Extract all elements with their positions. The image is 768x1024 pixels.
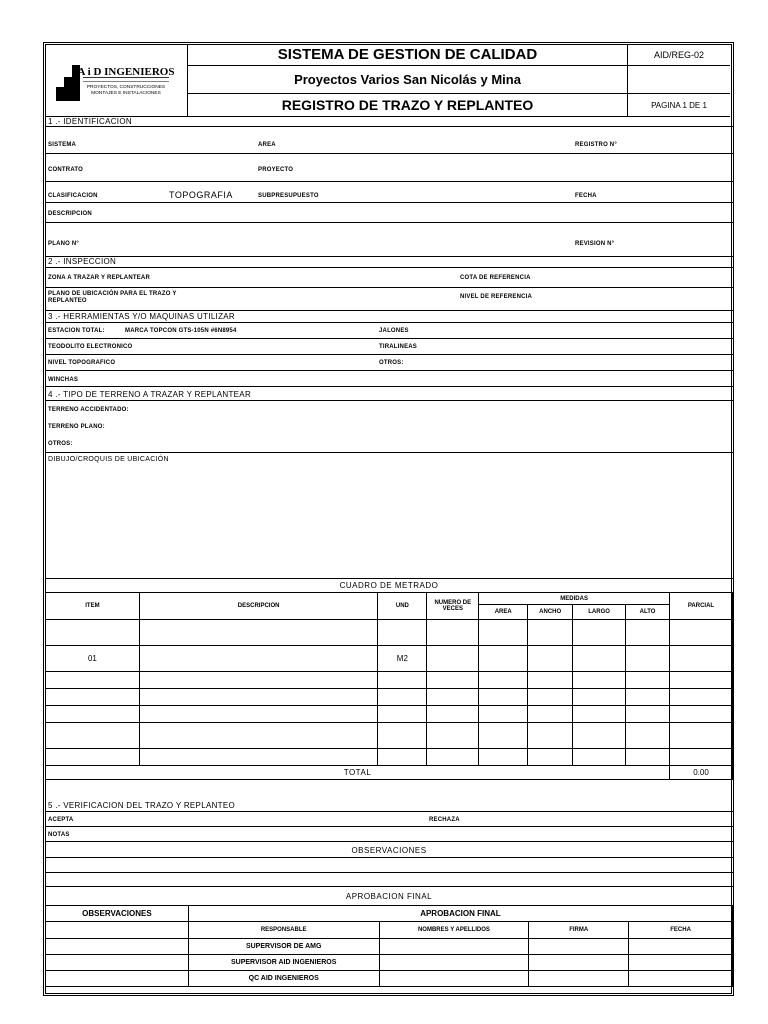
col-descripcion: DESCRIPCION — [139, 593, 378, 620]
section-3-heading: 3 .- HERRAMIENTAS Y/O MAQUINAS UTILIZAR — [48, 312, 235, 321]
row-und-value: M2 — [378, 646, 427, 672]
section-4-heading-row — [45, 387, 733, 401]
row-winchas — [45, 371, 733, 387]
table-row — [46, 971, 733, 987]
approval-title: APROBACION FINAL — [345, 892, 433, 901]
label-sistema: SISTEMA — [48, 142, 77, 148]
system-title: SISTEMA DE GESTION DE CALIDAD — [188, 44, 628, 66]
total-row — [46, 766, 733, 780]
table-row — [46, 706, 733, 723]
label-area: AREA — [258, 142, 276, 148]
table-row — [46, 955, 733, 971]
label-winchas: WINCHAS — [48, 377, 79, 383]
svg-text:MONTAJES E INSTALACIONES: MONTAJES E INSTALACIONES — [90, 91, 161, 96]
row-item-value: 01 — [46, 646, 140, 672]
table-row — [46, 620, 733, 646]
total-label: TOTAL — [46, 766, 670, 780]
header-blank-cell — [628, 66, 730, 94]
label-jalones: JALONES — [379, 328, 409, 334]
table-row — [46, 646, 733, 672]
metrado-title: CUADRO DE METRADO — [339, 581, 439, 590]
label-notas: NOTAS — [48, 832, 70, 838]
col-responsable: RESPONSABLE — [188, 922, 379, 939]
label-terreno-accidentado: TERRENO ACCIDENTADO: — [48, 407, 129, 413]
label-estacion: ESTACION TOTAL: — [48, 328, 105, 334]
col-fecha: FECHA — [629, 922, 733, 939]
label-descripcion: DESCRIPCION — [48, 211, 92, 217]
document-title: REGISTRO DE TRAZO Y REPLANTEO — [188, 94, 628, 117]
section-1-heading: 1 .- IDENTIFICACION — [48, 117, 132, 126]
section-tipo-terreno — [45, 387, 733, 579]
row-contrato — [45, 154, 733, 182]
row-sistema — [45, 127, 733, 154]
terreno-block — [45, 401, 733, 453]
label-fecha: FECHA — [575, 193, 597, 199]
label-cota: COTA DE REFERENCIA — [460, 275, 531, 281]
label-terreno-plano: TERRENO PLANO: — [48, 424, 105, 430]
section-5-heading-row — [45, 797, 733, 812]
page-number: PAGINA 1 DE 1 — [628, 94, 730, 117]
label-nivel-referencia: NIVEL DE REFERENCIA — [460, 294, 533, 300]
label-plano-ubicacion-1: PLANO DE UBICACIÓN PARA EL TRAZO Y — [48, 291, 177, 297]
croquis-area — [45, 453, 733, 579]
section-4-heading: 4 .- TIPO DE TERRENO A TRAZAR Y REPLANTEAR — [48, 390, 252, 399]
label-proyecto: PROYECTO — [258, 167, 294, 173]
estacion-value: MARCA TOPCON GTS-105N #6N8954 — [125, 328, 237, 334]
row-notas — [45, 827, 733, 842]
col-alto: ALTO — [626, 605, 670, 620]
observaciones-line — [45, 873, 733, 887]
col-medidas: MEDIDAS — [479, 593, 670, 605]
table-row — [46, 689, 733, 706]
label-plano: PLANO N° — [48, 241, 79, 247]
table-row — [46, 672, 733, 689]
label-dibujo-croquis: DIBUJO/CROQUIS DE UBICACIÓN — [48, 456, 169, 463]
row-teodolito — [45, 339, 733, 355]
metrado-table — [45, 592, 733, 780]
col-parcial: PARCIAL — [670, 593, 733, 620]
responsable-qc-aid: QC AID INGENIEROS — [188, 971, 379, 987]
label-terreno-otros: OTROS: — [48, 441, 73, 447]
row-nivel-topografico — [45, 355, 733, 371]
col-firma: FIRMA — [529, 922, 629, 939]
observaciones-line — [45, 858, 733, 873]
col-ancho: ANCHO — [528, 605, 573, 620]
section-verificacion — [45, 797, 733, 889]
company-logo — [45, 44, 188, 117]
approval-table — [45, 905, 733, 987]
label-revision: REVISION N° — [575, 241, 615, 247]
col-observaciones: OBSERVACIONES — [46, 906, 189, 922]
responsable-supervisor-amg: SUPERVISOR DE AMG — [188, 939, 379, 955]
project-subtitle: Proyectos Varios San Nicolás y Mina — [188, 66, 628, 94]
col-numero-veces-line1: NUMERO DE — [434, 600, 472, 606]
col-largo: LARGO — [573, 605, 626, 620]
label-tiralineas: TIRALINEAS — [379, 344, 417, 350]
row-descripcion — [45, 203, 733, 223]
label-plano-ubicacion-2: REPLANTEO — [48, 298, 87, 304]
section-1-heading-row — [45, 117, 733, 127]
col-numero-veces — [427, 593, 479, 620]
label-acepta: ACEPTA — [48, 817, 74, 823]
label-rechaza: RECHAZA — [429, 817, 460, 823]
label-otros-herramientas: OTROS: — [379, 360, 404, 366]
svg-text:PROYECTOS, CONSTRUCCIONES: PROYECTOS, CONSTRUCCIONES — [86, 85, 165, 90]
section-herramientas — [45, 311, 733, 387]
label-subpresupuesto: SUBPRESUPUESTO — [258, 193, 319, 199]
logo-icon — [54, 57, 179, 103]
clasificacion-value: TOPOGRAFIA — [169, 190, 233, 200]
section-identificacion — [45, 117, 733, 257]
table-row — [46, 939, 733, 955]
svg-text:A i D INGENIEROS: A i D INGENIEROS — [77, 66, 174, 78]
label-observaciones: OBSERVACIONES — [351, 846, 427, 855]
label-nivel-topografico: NIVEL TOPOGRAFICO — [48, 360, 116, 366]
row-clasificacion — [45, 182, 733, 203]
label-contrato: CONTRATO — [48, 167, 84, 173]
table-row — [46, 749, 733, 766]
row-observaciones-header — [45, 842, 733, 858]
row-estacion — [45, 323, 733, 339]
row-acepta — [45, 812, 733, 827]
section-3-heading-row — [45, 311, 733, 323]
col-aprobacion-final: APROBACION FINAL — [188, 906, 732, 922]
col-und: UND — [378, 593, 427, 620]
row-plano-ubicacion — [45, 288, 733, 311]
section-inspeccion — [45, 257, 733, 311]
label-registro: REGISTRO N° — [575, 142, 617, 148]
col-item: ITEM — [46, 593, 140, 620]
section-2-heading-row — [45, 257, 733, 268]
label-zona: ZONA A TRAZAR Y REPLANTEAR — [48, 275, 150, 281]
label-clasificacion: CLASIFICACION — [48, 193, 98, 199]
col-nombres: NOMBRES Y APELLIDOS — [379, 922, 529, 939]
table-row — [46, 723, 733, 749]
row-plano — [45, 223, 733, 257]
form-header — [45, 44, 730, 117]
col-area: AREA — [479, 605, 528, 620]
responsable-supervisor-aid: SUPERVISOR AID INGENIEROS — [188, 955, 379, 971]
label-teodolito: TEODOLITO ELECTRONICO — [48, 344, 133, 350]
total-value: 0.00 — [670, 766, 733, 780]
document-code: AID/REG-02 — [628, 44, 730, 66]
row-zona — [45, 268, 733, 288]
col-numero-veces-line2: VECES — [442, 606, 463, 612]
section-5-heading: 5 .- VERIFICACION DEL TRAZO Y REPLANTEO — [48, 801, 236, 810]
section-2-heading: 2 .- INSPECCION — [48, 257, 117, 266]
